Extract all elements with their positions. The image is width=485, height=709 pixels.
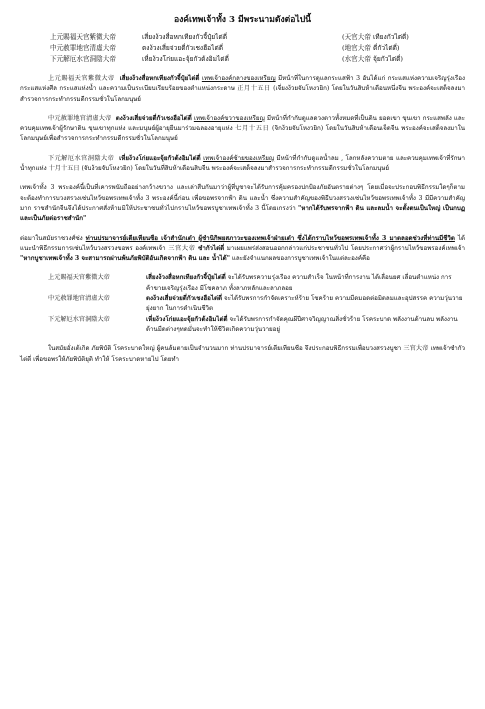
deity-alias: (水官大帝 จุ้ยกัวไต่ตี่) [342, 55, 403, 63]
paragraph-text: ต่อมาในสมัยราชวงศ์ซ่ง [20, 234, 86, 242]
section-position: เทพเจ้าองค์ขวาของเหรียญ [193, 114, 265, 122]
deity-alias: (天官大帝 เทียงกัวไต่ตี่) [342, 33, 409, 41]
section-body: มีหน้าที่กำกับดูแลดวงดาวทั้งหมดที่เป็นดิน ยอดเขา ขุนเขา กระแสพลัง และควบคุมเทพเจ้าผู้รักษาดิน ขุนเขาทุกแห่ง และมนุษย์ผู้อายุยืนมาร่วมฉลองอายุแห่ง 七月十五日 (จิกง้วยจับโหงวยิก) โดยในวันสิบห้าเดือนเจ็ดจีน พระองค์จะเสด็จลงมาในโลกมนุษย์เพื่อสำรวจการกระทำกรรมดีกรรมชั่วในโลกมนุษย์ [20, 114, 465, 143]
section-chinese-name: 下元解厄水官洞陰大帝 [48, 154, 115, 162]
section-thai-name: เหี่ยง้วงโก่ยแอะจุ้ยกัวต้งอิมไต่ตี่ [119, 154, 201, 162]
deity-chinese-name: 下元解厄水官洞陰大帝 [50, 55, 116, 63]
paragraph-closing: ในสมัยอั่งเต้เกิด ภัยพิบัติ โรคระบาดใหญ่ ผู้คนล้มตายเป็นจำนวนมาก ท่านปรมาจารย์เตียเทียนซือ จึงประกอบพิธีกรรมเพื่อบวงสรวงบูชา 三官大帝 เทพเจ้าซำกัวไต่ตี่ เพื่อขอพรให้ภัยพิบัติยุติ ทำให้ โรคระบาดหายไป โดยทำ [20, 345, 465, 363]
section-chinese-name: 中元赦罪地官清虛大帝 [48, 114, 112, 122]
deity-alias: (地官大帝 ตี่กัวไต่ตี่) [342, 44, 400, 52]
section-body: มีหน้าที่กำกับดูแลน้ำลม , โลกหลังความตาย และควบคุมเทพเจ้าที่รักษาน้ำทุกแห่ง 十月十五日 (จับง้วยจับโหงวยิก) โดยในวันที่สิบห้าเดือนสิบจีน พระองค์จะเสด็จลงมาสำรวจการกระทำกรรมดีกรรมชั่วในโลกมนุษย์ [20, 154, 466, 173]
deity-chinese-name: 上元賜福天官紫微大帝 [50, 33, 116, 41]
deity-row [20, 43, 465, 54]
section-position: เทพเจ้าองค์กลางของเหรียญ [201, 75, 276, 82]
paragraph-emphasis: ซำกัวไต่ตี่ [198, 244, 225, 252]
deity-chinese-name: 中元赦罪地官清虛大帝 [50, 44, 116, 52]
deity-row [20, 54, 465, 65]
deity-thai-name: เสี่ยงง้วงสื่อหกเทียงกัวจี้ปุ๋ยไต่ตี่ [142, 33, 227, 41]
paragraph-quote: "หากได้รับพรจากฟ้า ดิน และลมน้ำ จะตั้งตนเป็นใหญ่ เป็นกบฏและเป็นภัยต่อราชสำนัก" [20, 204, 465, 223]
blessing-chinese-name: 上元賜福天官紫微大帝 [48, 274, 110, 282]
blessing-thai-name: เสี่ยงง้วงสื่อหกเทียงกัวจี้ปุ๋ยไต่ตี่ [146, 274, 226, 282]
section-heavenly-official [20, 74, 465, 105]
blessing-thai-name: ตงง้วงเสี่ยจ่วยตี่กัวเชงฮือไต่ตี่ [146, 295, 223, 303]
paragraph-text: เทพเจ้าทั้ง 3 พระองค์นี้เป็นที่เคารพนับถืออย่างกว้างขวาง และเล่าสืบกันมาว่าผู้ที่บูชาจะได้รับการคุ้มครองปกป้องภัยอันตรายต่างๆ โดยเมื่อจะประกอบพิธีกรรมใดๆก็ตาม จะต้องทำการบวงสรวงเซ่นไหว้ขอพรเทพเจ้าทั้ง 3 พระองค์นี้ก่อน เพื่อขอพรจากฟ้า ดิน และน้ำ ซึ่งความสำคัญของพิธีบวงสรวงเซ่นไหว้ขอพรเทพเจ้าทั้ง 3 มีมีความสำคัญมาก ราชสำนักจีนจึงได้ประกาศสั่งห้ามมิให้ประชาชนทั่วไปกราบไหว้ขอพรบูชาเทพเจ้าทั้ง 3 นี้โดยเกรงว่า [20, 184, 465, 212]
deity-thai-name: เหี่ยง้วงโก่ยแอะจุ้ยกัวต้งอิมไต่ตี่ [142, 55, 229, 63]
paragraph-emphasis: ท่านปรมาจารย์เตียเทียนซือ เจ้าสำนักเต๋า ผู้ชำนิกิพยสภาวะของเทพเจ้าฝ่ายเต๋า ซึ่งได้กราบไหว้ขอพรเทพเจ้าทั้ง 3 มาตลอดช่วงที่ท่านมีชีวิต [85, 234, 455, 242]
blessing-row [20, 315, 465, 336]
paragraph-quote: "หากบูชาเทพเจ้าทั้ง 3 จะสามารถผ่านพ้นภัยพิบัติอันเกิดจากฟ้า ดิน และ น้ำได้" [20, 255, 230, 263]
blessing-text: จะได้รับพรการกำจัดเคราะห์ร้าย โชคร้าย ความมืดมอดต่อมิดลมและอุปสรรค ความวุ่นวายยุ่งยาก ในการดำเนินชีวิต [146, 295, 463, 313]
section-earthly-official [20, 114, 465, 145]
section-position: เทพเจ้าองค์ซ้ายของเหรียญ [203, 154, 275, 162]
paragraph-song-dynasty [20, 234, 465, 265]
deity-row [20, 32, 465, 43]
paragraph-text: มาเผยแพร่ส่งสอนออกกล่าวแก่ประชาชนทั่วไป โดยประกาศว่าผู้กราบไหว้ขอพรองค์เทพเจ้า [224, 244, 465, 252]
section-thai-name: เสี่ยงง้วงสื่อหกเทียงกัวจี้ปุ๋ยไต่ตี่ [119, 75, 200, 82]
deity-thai-name: ตงง้วงเสี่ยจ่วยตี่กัวเชงฮือไต่ตี่ [142, 44, 224, 52]
section-body: มีหน้าที่ในการดูแลกระแสฟ้า 3 อันได้แก่ กระแสแห่งความเจริญรุ่งเรือง กระแสแห่งศีล กระแสแห่งน้ำ และความเป็นระเบียบเรียบร้อยของตำแหน่งกระดาษ 正月十五日 (เจี่ยงง้วยจับโหงวยิก) โดยในวันสิบห้าเดือนหนึ่งจีน พระองค์จะเสด็จลงมาสำรวจการกระทำกรรมดีกรรมชั่วในโลกมนุษย์ [20, 75, 465, 103]
paragraph-text: และยังจำแนกผลของการบูชาเทพเจ้าในแต่ละองค์คือ [229, 255, 370, 263]
blessing-chinese-name: 下元解厄水官洞陰大帝 [48, 315, 110, 323]
blessing-thai-name: เหี่ยง้วงโก่ยแอะจุ้ยกัวต้งอิมไต่ตี่ [146, 315, 228, 323]
blessing-row [20, 294, 465, 315]
blessing-text: จะได้รับพรการกำจัดคุณผีปีศาจวิญญาณสิ่งชั่วร้าย โรคระบาด พลังงานด้านลบ พลังงานด้านมืดต่างๆทดมั่นจะทำให้ชีวิตเกิดความวุ่นวายอยู่ [146, 315, 458, 333]
blessing-text: จะได้รับพรความรุ่งเรือง ความสำเร็จ ในหน้าที่การงาน ได้เลื่อนยศ เลื่อนตำแหน่ง การค้าขายเจริญรุ่งเรือง มีโชคลาภ ทั้งลาภหลักและลาภลอย [146, 274, 452, 292]
blessing-row [20, 273, 465, 294]
document-title: องค์เทพเจ้าทั้ง 3 มีพระนามดังต่อไปนี้ [173, 15, 312, 25]
paragraph-history [20, 183, 465, 224]
paragraph-text: ได้แนะนำพิธีกรรมการเซ่นไหว้บวงสรวงขอพร องค์เทพเจ้า 三官大帝 [20, 234, 465, 252]
deity-list [20, 32, 465, 65]
section-chinese-name: 上元賜福天官紫微大帝 [48, 75, 115, 82]
blessing-chinese-name: 中元赦罪地官清虛大帝 [48, 295, 110, 303]
section-thai-name: ตงง้วงเสี่ยจ่วยตี่กัวเชงฮือไต่ตี่ [115, 114, 192, 122]
section-water-official [20, 154, 465, 175]
